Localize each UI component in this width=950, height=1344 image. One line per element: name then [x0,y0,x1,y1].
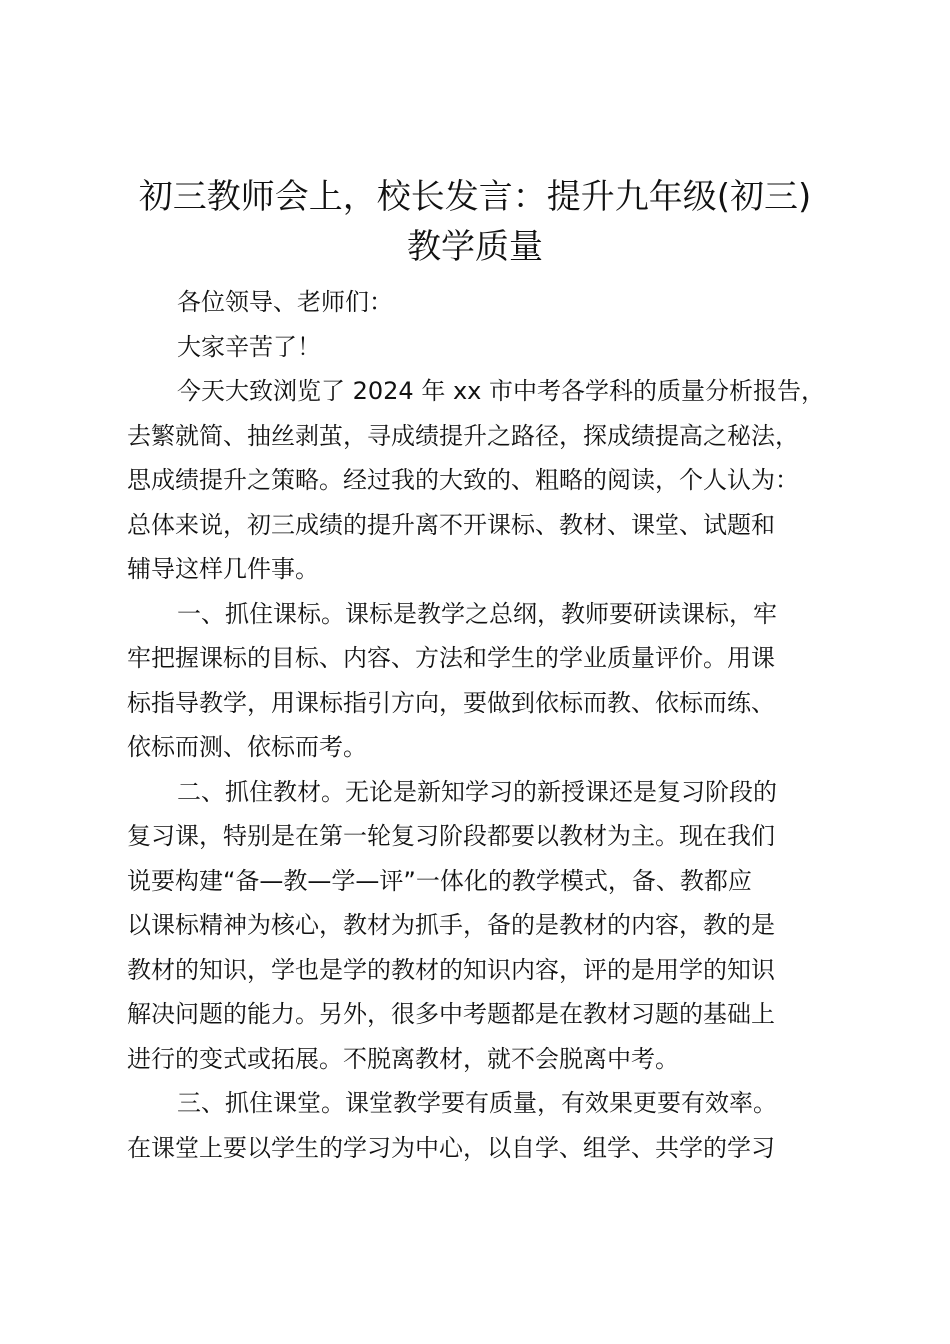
document-body [127,280,855,1170]
document-title-line-2: 教学质量 [407,227,543,267]
document-title-line-1: 初三教师会上，校长发言：提升九年级(初三) [138,177,812,217]
text-line: 思成绩提升之策略。经过我的大致的、粗略的阅读，个人认为： [127,466,799,494]
text-line: 二、抓住教材。无论是新知学习的新授课还是复习阶段的 [177,777,777,806]
text-line: 说要构建“备—教—学—评”一体化的教学模式，备、教都应 [127,866,752,895]
text-line: 教材的知识，学也是学的教材的知识内容，评的是用学的知识 [127,955,775,984]
text-line: 复习课，特别是在第一轮复习阶段都要以教材为主。现在我们 [127,822,775,850]
text-line: 在课堂上要以学生的学习为中心，以自学、组学、共学的学习 [127,1133,775,1162]
text-line: 依标而测、依标而考。 [127,733,367,761]
text-line: 牢把握课标的目标、内容、方法和学生的学业质量评价。用课 [127,644,775,672]
text-line: 各位领导、老师们： [177,288,393,316]
text-line: 解决问题的能力。另外，很多中考题都是在教材习题的基础上 [127,1000,775,1028]
text-line: 今天大致浏览了 2024 年 xx 市中考各学科的质量分析报告， [177,377,825,405]
text-line: 总体来说，初三成绩的提升离不开课标、教材、课堂、试题和 [127,510,775,539]
text-line: 一、抓住课标。课标是教学之总纲，教师要研读课标，牢 [177,599,777,628]
text-line: 去繁就简、抽丝剥茧，寻成绩提升之路径，探成绩提高之秘法， [127,421,799,450]
text-line: 进行的变式或拓展。不脱离教材，就不会脱离中考。 [127,1044,679,1073]
text-line: 大家辛苦了！ [177,332,321,361]
text-line: 辅导这样几件事。 [127,555,319,583]
text-line: 以课标精神为核心，教材为抓手，备的是教材的内容，教的是 [127,911,775,939]
text-line: 标指导教学，用课标指引方向，要做到依标而教、依标而练、 [127,688,775,717]
text-line: 三、抓住课堂。课堂教学要有质量，有效果更要有效率。 [177,1089,777,1117]
